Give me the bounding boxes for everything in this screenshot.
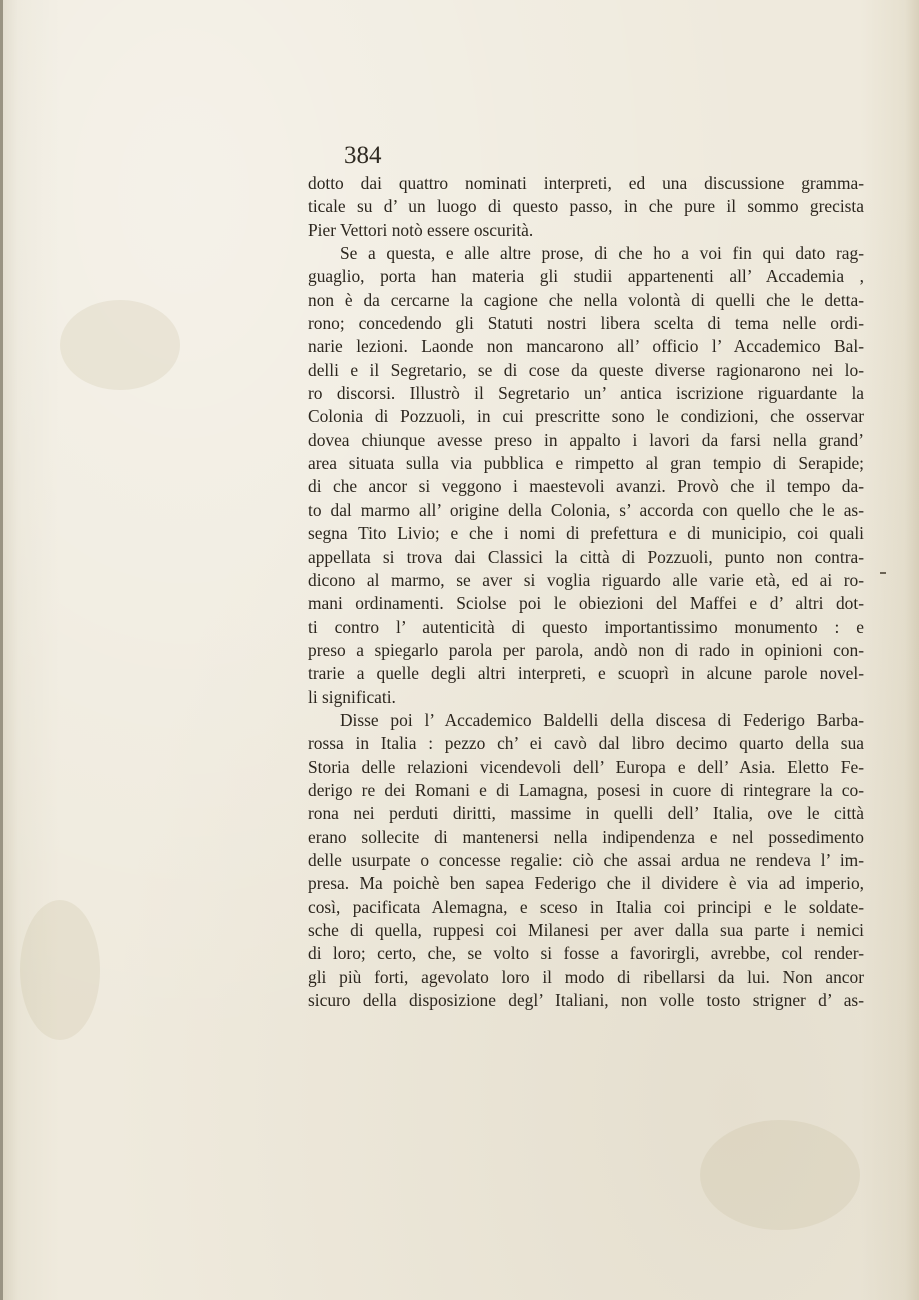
text-line: di che ancor si veggono i maestevoli avanzi. Provò che il tempo da- bbox=[308, 476, 864, 497]
text-line: area situata sulla via pubblica e rimpetto al gran tempio di Serapide; bbox=[308, 453, 864, 474]
text-line: dicono al marmo, se aver si voglia riguardo alle varie età, ed ai ro- bbox=[308, 569, 864, 590]
text-line: rona nei perduti diritti, massime in quelli dell’ Italia, ove le città bbox=[308, 803, 864, 824]
text-line: narie lezioni. Laonde non mancarono all’ officio l’ Accademico Bal- bbox=[308, 336, 864, 357]
text-line: ti contro l’ autenticità di questo importantissimo monumento : e bbox=[308, 616, 864, 637]
text-line: ro discorsi. Illustrò il Segretario un’ antica iscrizione riguardante la bbox=[308, 383, 864, 404]
text-line: così, pacificata Alemagna, e sceso in Italia coi principi e le soldate- bbox=[308, 896, 864, 917]
text-line: mani ordinamenti. Sciolse poi le obiezioni del Maffei e d’ altri dot- bbox=[308, 593, 864, 614]
margin-dash-mark bbox=[880, 572, 886, 574]
page-number: 384 bbox=[344, 142, 382, 169]
text-line: li significati. bbox=[308, 686, 396, 707]
text-line: delle usurpate o concesse regalie: ciò che assai ardua ne rendeva l’ im- bbox=[308, 849, 864, 870]
text-line: Pier Vettori notò essere oscurità. bbox=[308, 219, 534, 240]
text-line: trarie a quelle degli altri interpreti, e scuoprì in alcune parole novel- bbox=[308, 663, 864, 684]
paper-stain bbox=[700, 1120, 860, 1230]
text-line: derigo re dei Romani e di Lamagna, posesi in cuore di rintegrare la co- bbox=[308, 779, 864, 800]
text-line: di loro; certo, che, se volto si fosse a favorirgli, avrebbe, col render- bbox=[308, 943, 864, 964]
text-line: erano sollecite di mantenersi nella indipendenza e nel possedimento bbox=[308, 826, 864, 847]
text-line: segna Tito Livio; e che i nomi di prefettura e di municipio, coi quali bbox=[308, 523, 864, 544]
text-line: dotto dai quattro nominati interpreti, ed una discussione gramma- bbox=[308, 173, 864, 193]
text-line: sche di quella, ruppesi coi Milanesi per aver dalla sua parte i nemici bbox=[308, 920, 864, 940]
text-line: Storia delle relazioni vicendevoli dell’ Europa e dell’ Asia. Eletto Fe- bbox=[308, 756, 864, 777]
text-line: appellata si trova dai Classici la città di Pozzuoli, punto non contra- bbox=[308, 546, 864, 567]
text-line: Colonia di Pozzuoli, in cui prescritte sono le condizioni, che osservar bbox=[308, 406, 864, 427]
text-line: to dal marmo all’ origine della Colonia, s’ accorda con quello che le as- bbox=[308, 499, 864, 520]
text-line: Se a questa, e alle altre prose, di che ho a voi fin qui dato rag- bbox=[340, 243, 864, 264]
text-line: rono; concedendo gli Statuti nostri libera scelta di tema nelle ordi- bbox=[308, 313, 864, 334]
text-line: presa. Ma poichè ben sapea Federigo che il dividere è via ad imperio, bbox=[308, 873, 864, 894]
paper-stain bbox=[60, 300, 180, 390]
text-line: non è da cercarne la cagione che nella volontà di quelli che le detta- bbox=[308, 289, 864, 310]
text-line: gli più forti, agevolato loro il modo di ribellarsi da lui. Non ancor bbox=[308, 966, 864, 987]
body-text bbox=[308, 172, 864, 1012]
paper-stain bbox=[20, 900, 100, 1040]
text-line: delli e il Segretario, se di cose da queste diverse ragionarono nei lo- bbox=[308, 359, 864, 380]
text-line: preso a spiegarlo parola per parola, andò non di rado in opinioni con- bbox=[308, 639, 864, 660]
text-line: rossa in Italia : pezzo ch’ ei cavò dal libro decimo quarto della sua bbox=[308, 733, 864, 754]
page-left-edge bbox=[0, 0, 3, 1300]
text-line: guaglio, porta han materia gli studii appartenenti all’ Accademia , bbox=[308, 266, 864, 287]
text-line: sicuro della disposizione degl’ Italiani, non volle tosto strigner d’ as- bbox=[308, 990, 864, 1011]
text-line: Disse poi l’ Accademico Baldelli della discesa di Federigo Barba- bbox=[340, 709, 864, 730]
text-line: ticale su d’ un luogo di questo passo, in che pure il sommo grecista bbox=[308, 196, 864, 217]
text-line: dovea chiunque avesse preso in appalto i lavori da farsi nella grand’ bbox=[308, 429, 864, 450]
